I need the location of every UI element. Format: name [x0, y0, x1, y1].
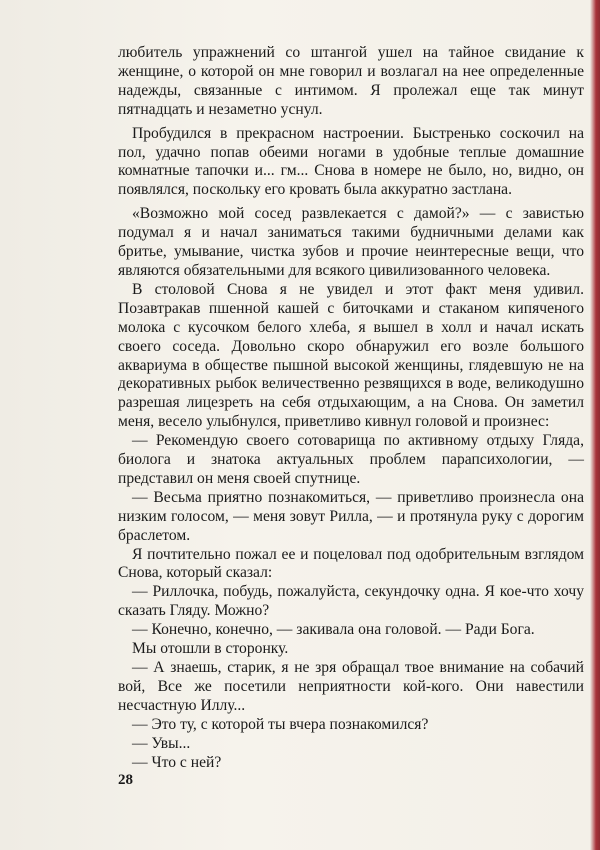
- paragraph: — Увы...: [132, 734, 191, 752]
- paragraph: — Это ту, с которой ты вчера познакомился?: [132, 715, 429, 733]
- paragraph: Пробудился в прекрасном настроении. Быстренько соскочил на пол, удачно попав обеими ногами в удобные теплые домашние комнатные тапочки и... гм... Снова в номере не было, но, видно, он появлялся, поскольку его кровать была аккуратно застлана.: [118, 124, 584, 199]
- paragraph: В столовой Снова я не увидел и этот факт меня удивил. Позавтракав пшенной кашей с биточками и стаканом кипяченого молока с кусочком белого хлеба, я вышел в холл и начал искать своего соседа. Довольно скоро обнаружил его возле большого аквариума в обществе пышной высокой женщины, глядевшую не на декоративных рыбок величественно резвящихся в воде, великодушно разрешая лицезреть на себя отдыхающим, а на Снова. Он заметил меня, весело улыбнулся, приветливо кивнул головой и произнес:: [118, 280, 584, 431]
- paragraph: — Риллочка, побудь, пожалуйста, секундочку одна. Я кое-что хочу сказать Гляду. Можно?: [118, 583, 584, 620]
- paragraph: Я почтительно пожал ее и поцеловал под одобрительным взглядом Снова, который сказал:: [118, 545, 584, 582]
- page-text: [118, 44, 584, 772]
- paragraph: «Возможно мой сосед развлекается с дамой?» — с завистью подумал я и начал заниматься такими будничными делами как бритье, умывание, чистка зубов и прочие неинтересные вещи, что являются обязательными для всякого цивилизованного человека.: [118, 205, 584, 279]
- paragraph: Мы отошли в сторонку.: [132, 640, 289, 658]
- page-edge-shadow: [590, 0, 600, 850]
- paragraph: любитель упражнений со штангой ушел на тайное свидание к женщине, о которой он мне говорил и возлагал на нее определенные надежды, связанные с интимом. Я пролежал еще так минут пятнадцать и незаметно уснул.: [118, 44, 584, 118]
- paragraph: — Весьма приятно познакомиться, — приветливо произнесла она низким голосом, — меня зовут Рилла, — и протянула руку с дорогим браслетом.: [118, 488, 584, 544]
- paragraph: — Рекомендую своего сотоварища по активному отдыху Гляда, биолога и знатока актуальных проблем парапсихологии, — представил он меня своей спутнице.: [118, 432, 584, 487]
- paragraph: — А знаешь, старик, я не зря обращал твое внимание на собачий вой, Все же посетили неприятности кой-кого. Они навестили несчастную Иллу...: [118, 659, 584, 714]
- page-number: 28: [118, 772, 133, 788]
- paragraph: — Что с ней?: [132, 753, 222, 771]
- paragraph: — Конечно, конечно, — закивала она головой. — Ради Бога.: [132, 621, 535, 639]
